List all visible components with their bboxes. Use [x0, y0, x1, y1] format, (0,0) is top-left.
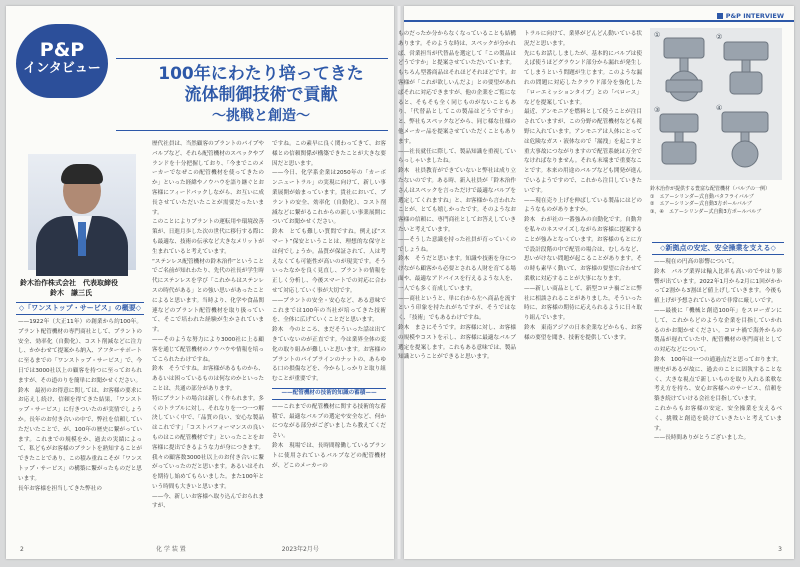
paragraph: 鈴木 現場では、長時間稼働しているプラントに使用されているバルブなどの配管機材が、どこのメーカーの — [272, 442, 386, 469]
page-number-right: 3 — [778, 546, 782, 553]
paragraph: 先にもお話ししましたが、基本的にバルブは使えば使うほどグラウンド部分から漏れが発生してしまうという問題が生じます。このような漏れの問題に対応したクラウド部分を強化した「ローエミッションタイプ」との「ベロース」などを提案しています。 — [524, 50, 642, 106]
valve-product-photo — [650, 28, 782, 180]
paragraph: ——新しい商品として、新型コロナ禍ごとに弊社に相談されることがありました。そういった時に、お客様の期待に応えられるように日々取り組んでいます。 — [524, 285, 642, 322]
header-rule — [404, 20, 794, 22]
paragraph: 鈴木 100年は一つの通過点だと思っております。歴史があるが故に、過去のことに固執することなく、大きな視点で新しいものを取り入れる柔軟な考え方を持ち、安心お客様へのサービス、信頼を築き続けていける会社を目指しています。 — [654, 356, 782, 403]
headline-line1: 100年にわたり培ってきた — [158, 64, 364, 84]
caption-line: 鈴木治作が提供する豊富な配管機材（バルブの一例） — [650, 186, 771, 192]
running-header-label: P&P INTERVIEW — [725, 12, 784, 20]
valve-label-2: ② — [716, 33, 723, 41]
article-column-6 — [654, 258, 782, 444]
section-title-technical: ——配管機材の技術的知識の蓄積—— — [272, 388, 386, 400]
paragraph: ——社長就任に際して、製品知識を重視していらっしゃいましたね。 — [398, 148, 516, 165]
paragraph: トラルに向けて、業界がどんどん動いている状況だと思います。 — [524, 31, 642, 47]
paragraph: 最近、アンモニアを燃料として使うことが注目されていますが、この分野の配管機材なども視野に入れています。アンモニアは人体にとっては危険なガス・液体なので「漏洩」を起こすと重大事故につながりますので配管系統は万全でなければなりません。それも末端まで重要なことです。本来の用途のバルブなども開発が進んでいるようですので、これから注目していきたいです。 — [524, 109, 642, 194]
section-title-stable-operation: ◇新拠点の安定、安全操業を支える◇ — [652, 242, 784, 255]
paragraph: 鈴木 とても難しい質問ですね。例えば“スマート”保安ということは、理想的な保守とは何でしょうか。品質が保証されて、人は考えなくても可能性が高いのが現実です。そういったなかを良く見直し、プラントの情報を正しく分析し、今後スマートでの対応に合わせて対応していく事が大切です。 — [272, 229, 386, 294]
page-number-left: 2 — [20, 546, 24, 553]
article-headline — [126, 64, 396, 126]
paragraph: 歴代社員は、当然顧客のプラントのパイプやバルブなど、それら配管機材のスペックやブランドを十分把握しており、「今までこのメーカーでなぜこの配管機材を使ってきたのか」といった経緯やノウハウを語り継ぐとお客様にフィードバックしながら、お互いに成長させていただいたことが需要だったいます。 — [152, 141, 264, 216]
paragraph: 鈴木 今のところ、まだそういった話は出てきていないのが正直です。今は業界全体の変化の取り組みが難しいと思います。お客様のプラントのパイプラインのナットの、あらゆる口の損傷などを、今からしっかりと取り組むことが重要です。 — [272, 327, 386, 383]
article-column-4 — [398, 30, 516, 363]
paragraph: 鈴木 わが社の一番強みの自動化です。自動弁を私々のネスマイズしながらお客様に提案することが強みとなっています。お客様のもとに方で設計段階の中で配管の場合は、むしろなど、思いがけない問題が起こることがあります。その時も素早く動いて、お客様の要望に合わせて柔軟に対応することが大事になります。 — [524, 217, 642, 282]
section-title-onestop: ◇「ワンストップ・サービス」の概要◇ — [16, 302, 144, 315]
badge-line2: インタビュー — [23, 61, 101, 76]
footer-publication: 化 学 装 置 2023年2月号 — [156, 546, 319, 553]
paragraph: ——最後に「機械と創造100年」をスローガンにして、これからどのような企業を目指していかれるのかお聞かせください。コロナ禍で海外からの製品が遅れていた中、配管機材の専門商社としての対応などについて。 — [654, 307, 782, 354]
paragraph: ——今、新しいお客様へ取り込んでおられますが、 — [152, 493, 264, 510]
paragraph: 長年お客様を担当してきた弊社の — [18, 485, 102, 492]
paragraph: 鈴木 最初のお得意に関しては、お客様の要求にお応えし続け、信頼を得てきた結果、「ワンストップ・サービス」に行きついたのが実情でしょうか。長年のお付き合いの中で、弊社を信頼していただいたことで、が、100年の歴史に繋がっています。これまでの規模をか、過去の実績によって、私どもがお客様のプラントを熟知することができたことであり、この積み重ねこそが「ワンストップ・サービス」の構築に繋がったものだと思います。 — [18, 387, 142, 482]
badge-line1: P&P — [39, 39, 85, 61]
paragraph: 鈴木 社員教育ができていないと弊社は成り立たないのです。ある時、新入社員が「鈴木治作さんはスペックを言っただけで最適なバルブを選定してくれますね」と、お客様から言われたことが、とても嬉しかったです。そのようなお客様の信頼に、専門商社としてお答えしていきたいと考えています。 — [398, 168, 516, 233]
headline-subtitle: 〜挑戦と創造〜 — [212, 108, 310, 124]
article-column-1 — [18, 318, 142, 494]
paragraph: もちろん型番商品はそれほどそれほどです。お客様が「これが欲しいんだよ」との要望があればそれに対応できますが、他の企業をご覧になると、そもそも全く同じものがないこともあり、「代替品としてこの製品はどうですか」と、弊社もスペックなどから、同じ様な仕様の他メーカー品を提案させていただくこともあります。 — [398, 70, 516, 145]
portrait-photo — [28, 154, 136, 270]
portrait-caption — [20, 278, 150, 298]
paragraph: ですね。この素早に良く関わってきて、お客様との信頼関係が構築できたことが大きな要因だと思います。 — [272, 141, 386, 167]
running-header — [717, 12, 784, 20]
headline-line2: 流体制御技術で貢献 — [184, 85, 338, 105]
square-icon — [717, 13, 723, 19]
paragraph: 鈴木 まさにそうです。お客様に対し、お客様の規模やコストを示し、お客様に最適なバルブ選定を提案します。これもある意味では、製品知識ということができると思います。 — [398, 324, 516, 361]
article-column-3 — [272, 140, 386, 471]
title-rule-bottom — [116, 130, 388, 131]
right-page — [398, 6, 794, 559]
paragraph: 鈴木 そうですね。お客様があるものから、あるいは困っているものは何なのかといったことは、共通の部分があります。 — [152, 366, 264, 392]
paragraph: 特にプラントの場合は新しく作られます。多くのトラブルに対し、それなりを一つ一つ解決していく中で、「品質の良い、安心な製品はこれです」「コストパフォーマンスの良いものはこの配管機材です」といったことをお客様に提出できるような力が身につきます。我々の顧客数3000社以上のお付き合いに繋がっていったのだと思います。あるいはそれを期待し始めてもらいました。また100年という時間も大きいと思います。 — [152, 395, 264, 490]
caption-line: ① エアーシリンダー式自動バタフライバルブ — [650, 193, 754, 200]
caption-company: 鈴木治作株式会社 代表取締役 — [20, 279, 118, 287]
title-rule-top — [116, 58, 388, 59]
paragraph: “ステンレス配管機材の鈴木治作”ということでご名前が知れわたり、先代の社長が学生時代にステンレスを学び「これからはステンレスの時代がある」との強い思いがあったことによると思います。当時より、化学や食品関連などのプラント配管機材を取り扱っていて、そこで培われた経験が生かされています。 — [152, 258, 264, 334]
paragraph: ——現在売り上げを伸ばしている製品にはどのようなものがありますか。 — [524, 197, 642, 214]
valve-label-4: ④ — [716, 104, 723, 112]
paragraph: 鈴木 そうだと思います。知識や技術を身につけながら顧客から必要とされる人財を育てる場面や、最適なアドバイスを行えるような人を、一人でも多く育成しています。 — [398, 256, 516, 292]
valve-photo-caption — [650, 186, 784, 216]
paragraph: ——そうした意識を持った社員が育っていくのでしょうね。 — [398, 236, 516, 253]
caption-name: 鈴木 謙三氏 — [50, 289, 92, 297]
paragraph: これからもお客様の安定、安全操業を支えるべく、挑戦と創造を続けていきたいと考えています。 — [654, 405, 782, 432]
paragraph: ——これまでの配管機材に関する技術的な蓄積で、最適なバルブの選定や安全など、何かにつながる部分がございましたら教えてください。 — [272, 403, 386, 440]
paragraph: ——現在の円高の影響について。 — [654, 259, 738, 265]
caption-line: ② エアーシリンダー式自動3方ボールバルブ — [650, 201, 752, 207]
paragraph: 鈴木 バルブ業界は輸入比率も高いのでやはり影響が出ています。2022年1月から2月に1回がかかって2割から3割ほど値上げしていきます。今後も値上げが予想されているので非常に厳しいです。 — [654, 268, 782, 305]
paragraph: ものだったか分からなくなっていることも結構あります。そのような時は、スペックが分かれば、営業担当が代替品を選定して「この製品はどうですか」と提案させていただいています。 — [398, 31, 516, 67]
paragraph: ——商社というと、単に右から左へ商品を流すという印象を持たれがちですが、そうではなく、「技術」でもあるわけですね。 — [398, 295, 516, 322]
caption-line: ③、④ エアーシリンダー式自動3方ボールバルブ — [650, 208, 762, 215]
valve-label-1: ① — [654, 31, 661, 39]
paragraph: ——そのような努力により3000社に上る顧客を通じて配管機材のノウハウや情報を培ってこられたわけですね。 — [152, 336, 264, 363]
article-column-2 — [152, 140, 264, 512]
paragraph: ——長時間ありがとうございました。 — [654, 435, 750, 442]
paragraph: 鈴木 東南アジアの日本企業などからも、お客様の要望を聞き、技術を提供しています。 — [524, 324, 642, 341]
left-page — [6, 6, 394, 559]
paragraph: ——1922年（大正11年）の創業から約100年。プラント配管機材の専門商社として、プラントの安全、効率化（自動化）、コスト削減などに注力し、かかわせて提案から納入、アフターサポートに至るまでの「ワンストップ・サービス」で、今日では3000社以上の顧客を持つに至っておられますが、その道のりを簡単にお聞かせください。 — [18, 319, 142, 384]
valve-label-3: ③ — [654, 106, 661, 114]
interview-badge — [16, 24, 108, 98]
paragraph: このことによりプラントの運転用や環境改善策が、日進月歩した次の世代に移行する際にも最適な、技術の伝承など大きなメリットが生まれていると考えています。 — [152, 219, 264, 255]
paragraph: ——今日、化学系企業は2050年の「カーボンニュートラル」の実現に向けて、新しい事業展開が始まっています。貴社において、プラントの安全、効率化（自動化）、コスト削減などに繋がるこれからの新しい事業展開についてお聞かせください。 — [272, 170, 386, 226]
article-column-5 — [524, 30, 642, 344]
valve-illustration — [650, 28, 782, 180]
paragraph: ——プラントの安全・安心など、ある意味でこれまでは100年の当社が培ってきた技術を、全体に広げていくことだと思います。 — [272, 297, 386, 324]
